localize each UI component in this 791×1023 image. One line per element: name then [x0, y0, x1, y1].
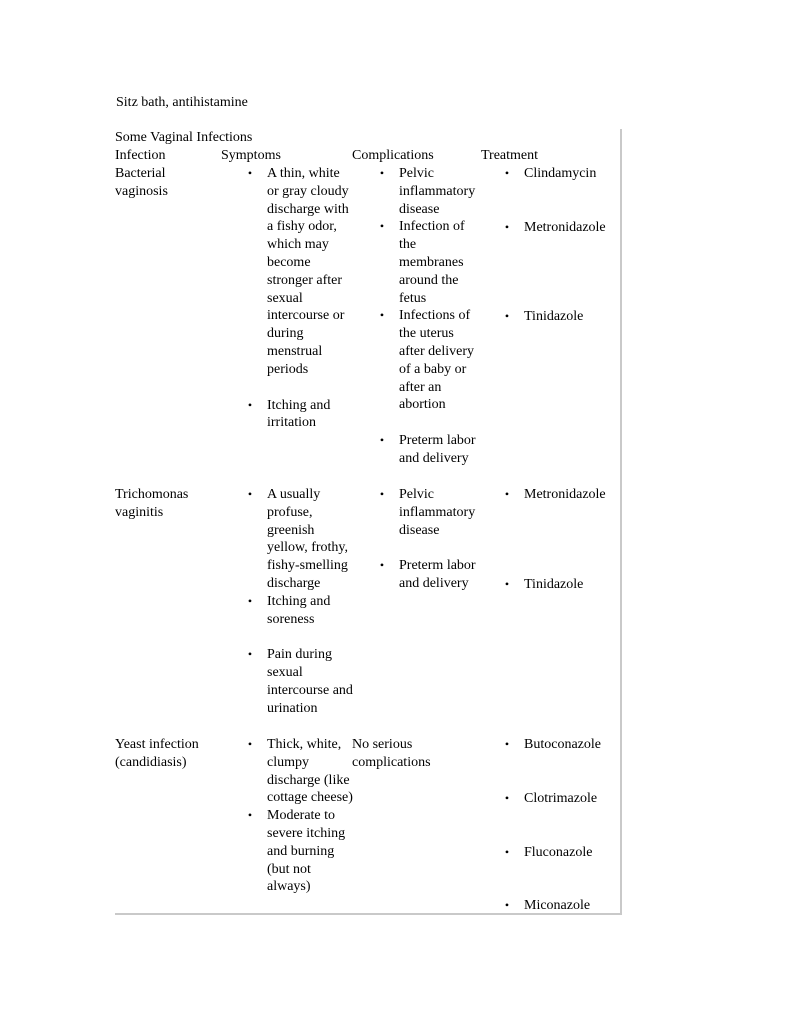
list-item: • Butoconazole [502, 736, 601, 754]
intro-text: Sitz bath, antihistamine [116, 95, 248, 110]
list-item: • Infections of the uterus after delivery of a baby or after an abortion [377, 307, 479, 414]
bullet-icon: • [247, 593, 253, 608]
row-3-infection: Yeast infection (candidiasis) [115, 737, 199, 770]
table-caption: Some Vaginal Infections [115, 130, 253, 145]
list-item: • Pelvic inflammatory disease [377, 486, 479, 539]
list-item: • Tinidazole [502, 308, 606, 326]
bullet-icon: • [247, 397, 253, 412]
bullet-icon: • [379, 219, 385, 234]
bullet-icon: • [504, 844, 510, 859]
list-item: • Thick, white, clumpy discharge (like cottage cheese) [245, 736, 353, 807]
list-item: • Infection of the membranes around the fetus [377, 218, 479, 307]
row-2-treatment [502, 486, 606, 594]
bullet-icon: • [504, 790, 510, 805]
row-1-infection: Bacterial vaginosis [115, 166, 168, 199]
list-item: • A usually profuse, greenish yellow, frothy, fishy-smelling discharge [245, 486, 353, 593]
row-2-symptoms [245, 486, 353, 718]
bullet-icon: • [504, 737, 510, 751]
list-item: • Tinidazole [502, 576, 606, 594]
bullet-icon: • [247, 166, 253, 180]
infections-table [115, 129, 622, 915]
bullet-icon: • [379, 433, 385, 448]
bullet-icon: • [504, 487, 510, 501]
bullet-icon: • [504, 576, 510, 591]
list-item: • Clindamycin [502, 165, 606, 183]
list-item: • Clotrimazole [502, 790, 601, 808]
list-item: • Pelvic inflammatory disease [377, 165, 479, 218]
header-infection: Infection [115, 148, 166, 163]
list-item: • Itching and irritation [245, 397, 353, 433]
bullet-icon: • [504, 308, 510, 323]
bullet-icon: • [247, 808, 253, 823]
row-3-complications: No serious complications [352, 737, 431, 770]
bullet-icon: • [379, 166, 385, 180]
row-1-symptoms [245, 165, 353, 432]
bullet-icon: • [504, 898, 510, 913]
row-1-complications [377, 165, 479, 468]
list-item: • Metronidazole [502, 486, 606, 504]
list-item: • Preterm labor and delivery [377, 432, 479, 468]
bullet-icon: • [379, 487, 385, 501]
list-item: • A thin, white or gray cloudy discharge with a fishy odor, which may become stronger after sexual intercourse or during menstrual periods [245, 165, 353, 379]
header-treatment: Treatment [481, 148, 539, 163]
list-item: • Itching and soreness [245, 593, 353, 629]
bullet-icon: • [504, 219, 510, 234]
list-item: • Fluconazole [502, 844, 601, 862]
list-item: • Moderate to severe itching and burning (but not always) [245, 807, 353, 896]
row-3-treatment [502, 736, 601, 915]
row-2-complications [377, 486, 479, 593]
list-item: • Pain during sexual intercourse and urination [245, 646, 353, 717]
row-1-treatment [502, 165, 606, 325]
list-item: • Metronidazole [502, 219, 606, 237]
list-item: • Miconazole [502, 897, 601, 915]
row-3-symptoms [245, 736, 353, 896]
list-item: • Preterm labor and delivery [377, 557, 479, 593]
row-2-infection: Trichomonas vaginitis [115, 487, 189, 520]
bullet-icon: • [247, 737, 253, 751]
header-complications: Complications [352, 148, 434, 163]
bullet-icon: • [247, 647, 253, 662]
bullet-icon: • [379, 558, 385, 573]
bullet-icon: • [504, 166, 510, 180]
header-symptoms: Symptoms [221, 148, 281, 163]
bullet-icon: • [247, 487, 253, 501]
bullet-icon: • [379, 308, 385, 323]
